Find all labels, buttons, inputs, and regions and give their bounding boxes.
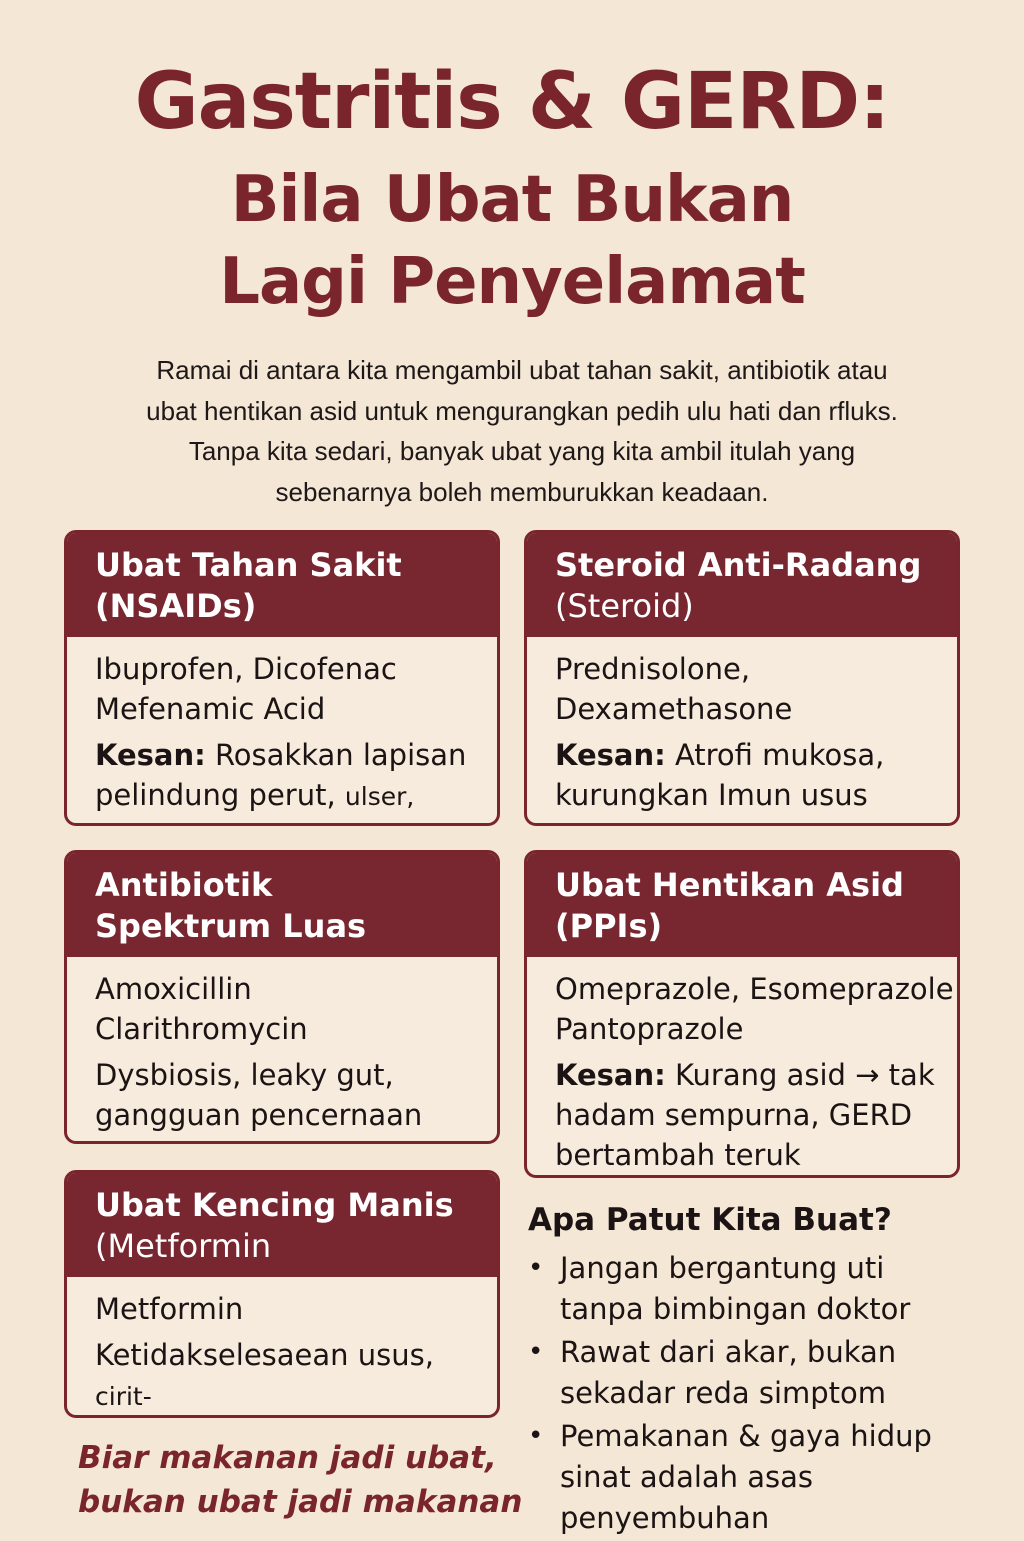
effect-line-part: ulser,	[344, 782, 415, 811]
intro-line: Ramai di antara kita mengambil ubat tahan sakit, antibiotik atau	[156, 355, 888, 385]
effect-text	[555, 735, 957, 775]
card-nsaids	[64, 530, 500, 826]
drug-list: Metformin	[95, 1292, 244, 1326]
drug-list: Dexamethasone	[555, 692, 793, 726]
motto-line: Biar makanan jadi ubat,	[78, 1440, 497, 1476]
intro-line: ubat hentikan asid untuk mengurangkan pedih ulu hati dan rfluks.	[146, 395, 898, 426]
card-subtitle: (Steroid)	[555, 587, 694, 625]
drug-list: Amoxicillin	[95, 972, 252, 1006]
card-header	[67, 1173, 497, 1277]
effect-line: Atrofi mukosa,	[674, 738, 885, 772]
advice-list	[528, 1248, 998, 1541]
drug-list: Ibuprofen, Dicofenac	[95, 652, 397, 686]
card-body	[527, 637, 957, 815]
effect-label: Kesan:	[555, 1058, 666, 1092]
card-metformin	[64, 1170, 500, 1418]
effect-line: Rosakkan lapisan	[214, 738, 467, 772]
intro-paragraph	[62, 350, 982, 512]
drug-list: Prednisolone,	[555, 652, 751, 686]
card-header	[527, 533, 957, 637]
card-ppis	[524, 850, 960, 1178]
effect-line-part: Ketidakselesaean usus,	[95, 1338, 434, 1372]
list-item-line: sinat adalah asas	[560, 1460, 814, 1494]
list-item	[528, 1248, 998, 1330]
card-subtitle: (PPIs)	[555, 907, 663, 945]
card-body	[67, 1277, 497, 1418]
effect-line: Kurang asid → tak	[674, 1058, 935, 1092]
effect-text	[555, 1055, 957, 1095]
card-header	[67, 853, 497, 957]
card-body	[527, 957, 957, 1175]
list-item-line: Rawat dari akar, bukan	[560, 1335, 897, 1369]
card-title: Ubat Tahan Sakit	[95, 546, 402, 584]
card-antibiotik	[64, 850, 500, 1144]
bullet-icon: •	[528, 1421, 544, 1451]
card-subtitle: (NSAIDs)	[95, 587, 257, 625]
effect-line	[95, 1417, 497, 1418]
list-item-line: sekadar reda simptom	[560, 1376, 887, 1410]
effect-label: Kesan:	[95, 738, 206, 772]
list-item	[528, 1332, 998, 1414]
drug-list: Omeprazole, Esomeprazole	[555, 972, 954, 1006]
card-body	[67, 957, 497, 1135]
title-line-2: Bila Ubat Bukan	[230, 163, 794, 237]
list-item	[528, 1416, 998, 1539]
effect-line: hadam sempurna, GERD	[555, 1098, 913, 1132]
drug-list: Clarithromycin	[95, 1012, 308, 1046]
card-steroid	[524, 530, 960, 826]
card-subtitle: Spektrum Luas	[95, 907, 367, 945]
title-line-3: Lagi Penyelamat	[219, 245, 805, 319]
card-title: Ubat Hentikan Asid	[555, 866, 904, 904]
card-subtitle: (Metformin	[95, 1227, 272, 1265]
list-item-line: Pemakanan & gaya hidup	[560, 1419, 932, 1453]
list-item-line: tanpa bimbingan doktor	[560, 1292, 911, 1326]
drug-list: Pantoprazole	[555, 1012, 744, 1046]
effect-line	[95, 1335, 497, 1417]
intro-line: Tanpa kita sedari, banyak ubat yang kita ambil itulah yang	[188, 436, 856, 466]
card-header	[527, 853, 957, 957]
intro-line: sebenarnya boleh memburukkan keadaan.	[275, 476, 769, 507]
list-item-line: penyembuhan	[560, 1501, 770, 1535]
card-header	[67, 533, 497, 637]
motto-line: bukan ubat jadi makanan	[78, 1484, 523, 1520]
effect-line	[95, 775, 497, 826]
card-title: Antibiotik	[95, 866, 273, 904]
title-line-1: Gastritis & GERD:	[134, 57, 890, 147]
card-title: Steroid Anti-Radang	[555, 546, 922, 584]
effect-line: kurungkan Imun usus	[555, 778, 868, 812]
effect-label: Kesan:	[555, 738, 666, 772]
effect-line-part: cirit-	[95, 1382, 152, 1411]
effect-line: bertambah teruk	[555, 1138, 801, 1172]
advice-title: Apa Patut Kita Buat?	[528, 1202, 892, 1238]
drug-list: Mefenamic Acid	[95, 692, 326, 726]
card-body	[67, 637, 497, 826]
card-title: Ubat Kencing Manis	[95, 1186, 454, 1224]
effect-line: gangguan pencernaan	[95, 1098, 423, 1132]
motto	[78, 1436, 522, 1524]
bullet-icon: •	[528, 1337, 544, 1367]
bullet-icon: •	[528, 1253, 544, 1283]
effect-line-part: pelindung perut,	[95, 778, 336, 812]
effect-line: Dysbiosis, leaky gut,	[95, 1058, 394, 1092]
list-item-line: Jangan bergantung uti	[560, 1251, 885, 1285]
effect-text	[95, 735, 497, 775]
